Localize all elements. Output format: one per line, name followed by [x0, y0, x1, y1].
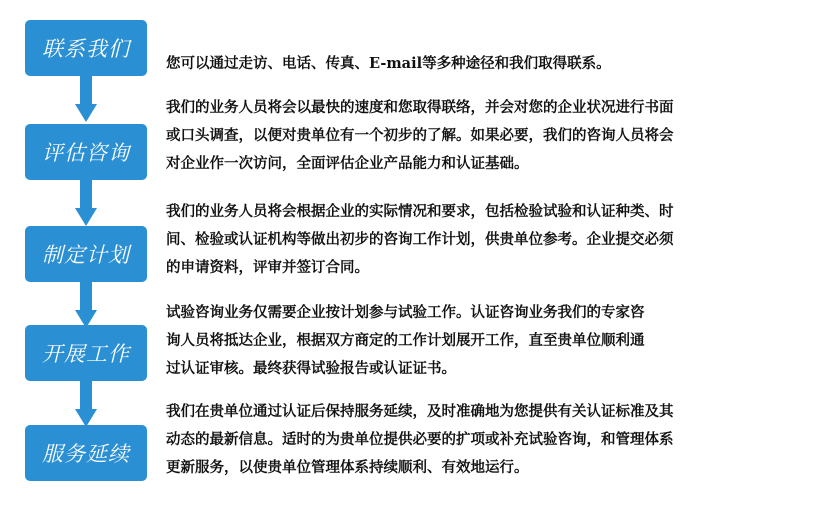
step-description-plan	[166, 198, 806, 282]
step-description-assess	[166, 94, 806, 178]
step-description-work	[166, 299, 806, 383]
description-line: 我们的业务人员将会根据企业的实际情况和要求，包括检验试验和认证种类、时	[166, 203, 674, 220]
step-description-service	[166, 398, 806, 482]
step-title: 开展工作	[42, 342, 130, 366]
description-line: 间、检验或认证机构等做出初步的咨询工作计划，供贵单位参考。企业提交必须	[166, 231, 674, 248]
description-line: 或口头调查，以便对贵单位有一个初步的了解。如果必要，我们的咨询人员将会	[166, 127, 674, 144]
step-box-assess	[25, 124, 147, 180]
description-line: 更新服务，以使贵单位管理体系持续顺利、有效地运行。	[166, 459, 529, 476]
step-description-contact	[166, 50, 806, 78]
step-box-contact	[25, 20, 147, 76]
step-title: 评估咨询	[42, 141, 130, 165]
description-line: 过认证审核。最终获得试验报告或认证证书。	[166, 360, 456, 377]
step-box-work	[25, 325, 147, 381]
down-arrow-icon	[75, 76, 97, 125]
down-arrow-icon	[75, 381, 97, 430]
step-title: 联系我们	[42, 37, 130, 61]
description-line: 动态的最新信息。适时的为贵单位提供必要的扩项或补充试验咨询，和管理体系	[166, 431, 674, 448]
step-box-plan	[25, 226, 147, 282]
description-line: 对企业作一次访问，全面评估企业产品能力和认证基础。	[166, 155, 529, 172]
description-line: 我们在贵单位通过认证后保持服务延续，及时准确地为您提供有关认证标准及其	[166, 403, 674, 420]
description-line: 我们的业务人员将会以最快的速度和您取得联络，并会对您的企业状况进行书面	[166, 99, 674, 116]
description-line: 您可以通过走访、电话、传真、E-mail等多种途径和我们取得联系。	[166, 55, 611, 72]
description-line: 的申请资料，评审并签订合同。	[166, 259, 369, 276]
down-arrow-icon	[75, 180, 97, 229]
step-title: 制定计划	[42, 243, 130, 267]
step-box-service	[25, 425, 147, 481]
down-arrow-icon	[75, 282, 97, 331]
description-line: 试验咨询业务仅需要企业按计划参与试验工作。认证咨询业务我们的专家咨	[166, 304, 645, 321]
description-line: 询人员将抵达企业，根据双方商定的工作计划展开工作，直至贵单位顺利通	[166, 332, 645, 349]
step-title: 服务延续	[42, 442, 130, 466]
